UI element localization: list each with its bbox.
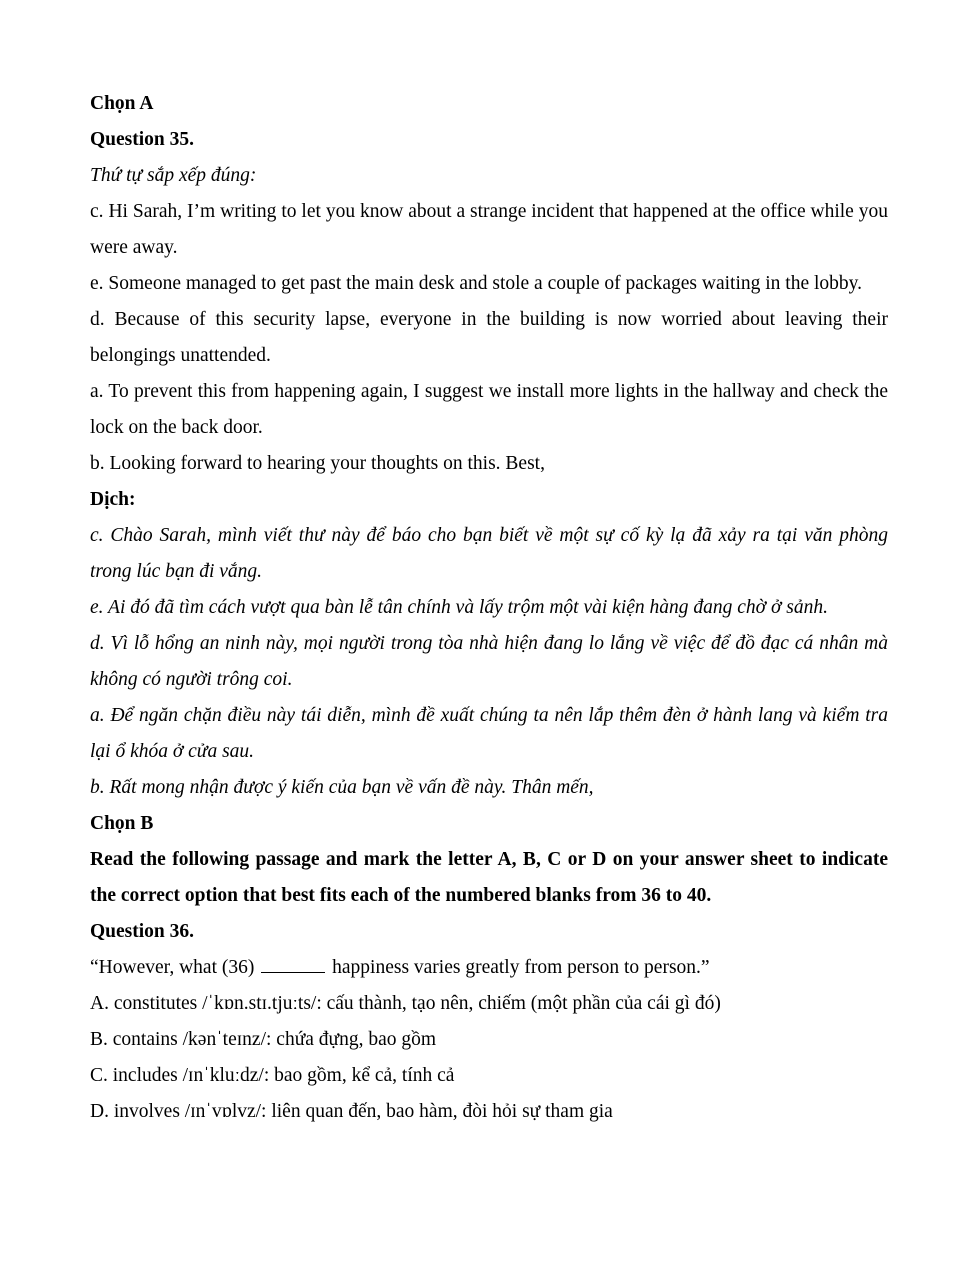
quote-after: happiness varies greatly from person to person.” xyxy=(332,957,710,978)
quote-before: “However, what (36) xyxy=(90,957,255,978)
translation-label: Dịch: xyxy=(90,489,136,510)
answer-34: Chọn A xyxy=(90,93,154,114)
vietnamese-sentence-c: c. Chào Sarah, mình viết thư này để báo cho bạn biết về một sự cố kỳ lạ đã xảy ra tại văn phòng trong lúc bạn đi vắng. xyxy=(90,525,888,582)
english-sentence-d: d. Because of this security lapse, everyone in the building is now worried about leaving their belongings unattended. xyxy=(90,309,888,366)
order-label: Thứ tự sắp xếp đúng: xyxy=(90,165,257,186)
english-sentence-a: a. To prevent this from happening again, I suggest we install more lights in the hallway and check the lock on the back door. xyxy=(90,381,888,438)
vietnamese-sentence-a: a. Để ngăn chặn điều này tái diễn, mình đề xuất chúng ta nên lắp thêm đèn ở hành lang và kiểm tra lại ổ khóa ở cửa sau. xyxy=(90,705,888,762)
english-sentence-c: c. Hi Sarah, I’m writing to let you know about a strange incident that happened at the office while you were away. xyxy=(90,201,888,258)
english-sentence-b: b. Looking forward to hearing your thoughts on this. Best, xyxy=(90,453,545,474)
option-c: C. includes /ɪnˈkluːdz/: bao gồm, kể cả, tính cả xyxy=(90,1065,455,1086)
answer-35: Chọn B xyxy=(90,813,154,834)
question-36-quote xyxy=(90,950,888,986)
vietnamese-sentence-d: d. Vì lỗ hổng an ninh này, mọi người trong tòa nhà hiện đang lo lắng về việc để đồ đạc cá nhân mà không có người trông coi. xyxy=(90,633,888,690)
english-sentence-e: e. Someone managed to get past the main desk and stole a couple of packages waiting in the lobby. xyxy=(90,273,863,294)
reading-instruction: Read the following passage and mark the letter A, B, C or D on your answer sheet to indicate the correct option that best fits each of the numbered blanks from 36 to 40. xyxy=(90,849,888,906)
option-b: B. contains /kənˈteɪnz/: chứa đựng, bao gồm xyxy=(90,1029,437,1050)
question-35-title: Question 35. xyxy=(90,129,195,150)
document-page xyxy=(90,86,888,1130)
option-a: A. constitutes /ˈkɒn.stɪ.tjuːts/: cấu thành, tạo nên, chiếm (một phần của cái gì đó) xyxy=(90,993,721,1014)
vietnamese-sentence-e: e. Ai đó đã tìm cách vượt qua bàn lễ tân chính và lấy trộm một vài kiện hàng đang chờ ở sảnh. xyxy=(90,597,828,618)
answer-blank xyxy=(261,954,325,973)
option-d: D. involves /ɪnˈvɒlvz/: liên quan đến, bao hàm, đòi hỏi sự tham gia xyxy=(90,1101,613,1122)
question-36-title: Question 36. xyxy=(90,921,195,942)
vietnamese-sentence-b: b. Rất mong nhận được ý kiến của bạn về vấn đề này. Thân mến, xyxy=(90,777,594,798)
